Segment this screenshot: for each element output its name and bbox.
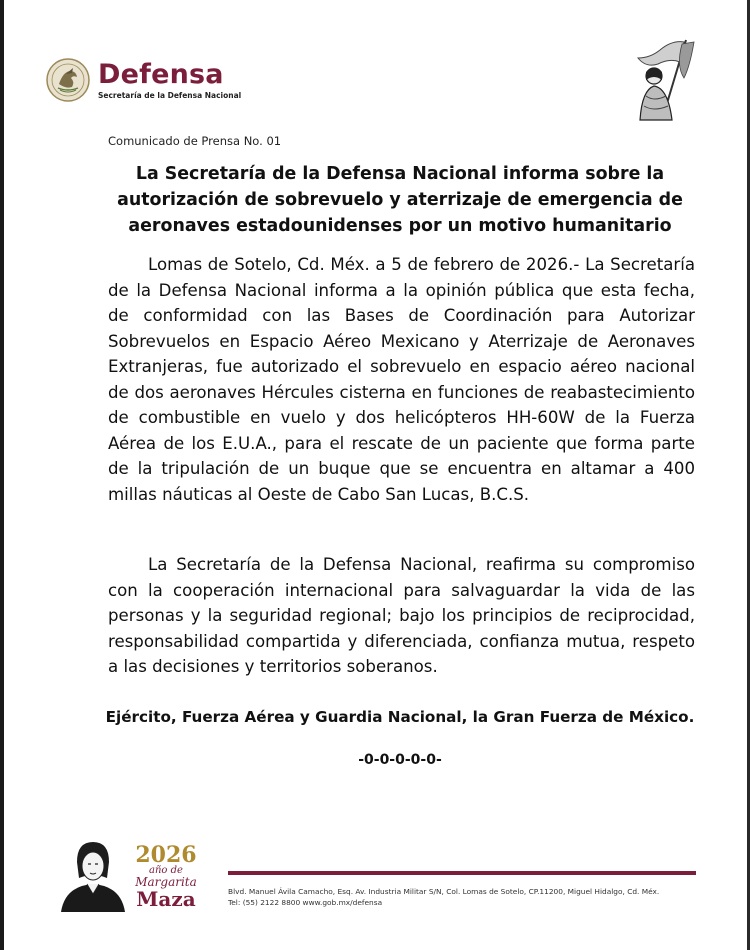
address-line: Blvd. Manuel Ávila Camacho, Esq. Av. Industria Militar S/N, Col. Lomas de Sotelo, CP.11200, Miguel Hidalgo, Cd. Méx. [228,887,660,896]
defensa-logo [46,58,241,102]
left-frame-border [0,0,4,950]
contact-line[interactable]: Tel: (55) 2122 8800 www.gob.mx/defensa [228,898,383,907]
footer-address [228,886,708,908]
brand-subtitle: Secretaría de la Defensa Nacional [98,90,242,100]
margarita-maza-portrait [57,838,129,912]
year-ano-de: año de [149,865,183,876]
heroine-with-flag-illustration [624,36,704,122]
body-paragraph-1: Lomas de Sotelo, Cd. Méx. a 5 de febrero de 2026.- La Secretaría de la Defensa Nacional informa a la opinión pública que esta fecha, de conformidad con las Bases de Coordinación para Autorizar Sobrevuelos en Espacio Aéreo Mexicano y Aterrizaje de Aeronaves Extranjeras, fue autorizado el sobrevuelo en espacio aéreo nacional de dos aeronaves Hércules cisterna en funciones de reabastecimiento de combustible en vuelo y dos helicópteros HH-60W de la Fuerza Aérea de los E.U.A., para el rescate de un paciente que forma parte de la tripulación de un buque que se encuentra en altamar a 400 millas náuticas al Oeste de Cabo San Lucas, B.C.S. [108,255,695,504]
brand-name: Defensa [98,58,224,90]
year-first-name: Margarita [135,875,197,889]
press-release-number: Comunicado de Prensa No. 01 [108,134,282,148]
footer-divider [228,871,696,875]
year-badge [134,844,198,909]
body-paragraph-2: La Secretaría de la Defensa Nacional, reafirma su compromiso con la cooperación internacional para salvaguardar la vida de las personas y la seguridad regional; bajo los principios de reciprocidad, responsabilidad compartida y diferenciada, confianza mutua, respeto a las decisiones y territorios soberanos. [108,555,695,676]
institutional-slogan: Ejército, Fuerza Aérea y Guardia Nacional, la Gran Fuerza de México. [105,708,695,726]
year-number: 2026 [135,842,197,868]
end-separator: -0-0-0-0-0- [358,752,442,768]
year-last-name: Maza [136,887,196,911]
press-headline: La Secretaría de la Defensa Nacional informa sobre la autorización de sobrevuelo y aterrizaje de emergencia de aeronaves estadounidenses por un motivo humanitario [117,164,683,236]
mexican-eagle-seal-icon [46,58,90,102]
